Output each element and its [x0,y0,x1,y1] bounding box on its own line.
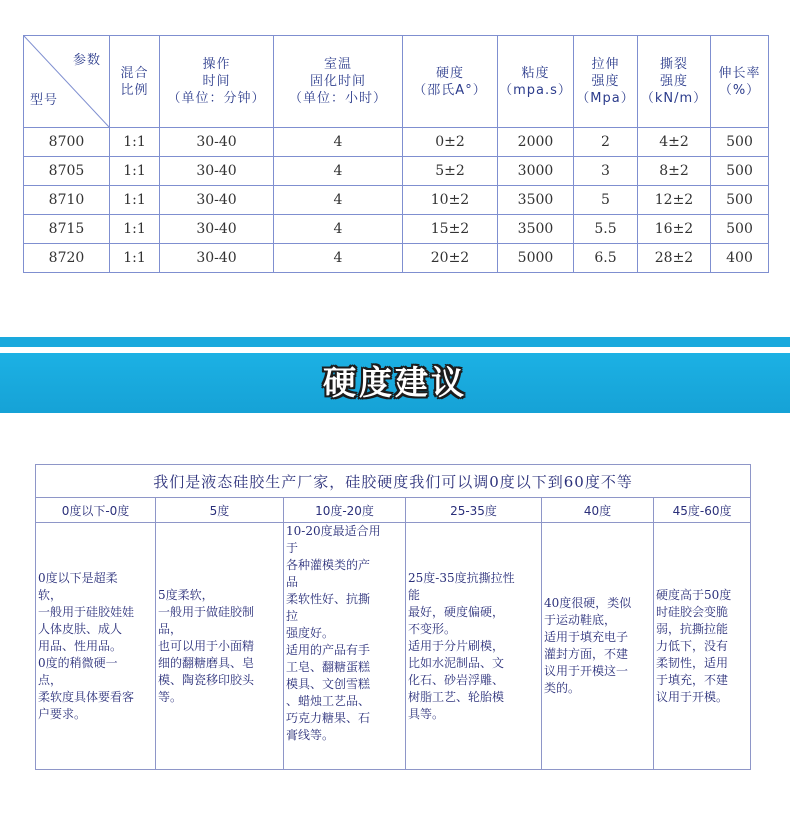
table-cell: 500 [711,186,769,215]
table-cell: 10±2 [403,186,498,215]
table-row [24,157,769,186]
table-cell: 3500 [498,215,574,244]
hardness-description: 10-20度最适合用 于 各种灌模类的产 品 柔软性好、抗撕 拉 强度好。 适用的产品有手 工皂、翻糖蛋糕 模具、文创雪糕 、蜡烛工艺品、 巧克力糖果、石 膏线等。 [284,523,406,770]
table-cell: 15±2 [403,215,498,244]
table-cell: 16±2 [638,215,711,244]
hardness-description: 硬度高于50度 时硅胶会变脆 弱，抗撕拉能 力低下，没有 柔韧性，适用 于填充，不建 议用于开模。 [654,523,751,770]
header-elongation: 伸长率 （%） [711,36,769,128]
table-cell: 5±2 [403,157,498,186]
hardness-column-header: 10度-20度 [284,498,406,523]
table-cell: 3500 [498,186,574,215]
corner-param-label: 参数 [72,53,101,68]
table-cell: 500 [711,215,769,244]
table-cell: 4 [274,157,403,186]
table-cell: 4 [274,215,403,244]
table-cell: 3 [574,157,638,186]
table-cell: 2000 [498,128,574,157]
table-cell: 30-40 [160,244,274,273]
header-work-time: 操作 时间 （单位：分钟） [160,36,274,128]
table-cell: 30-40 [160,186,274,215]
table-cell: 5.5 [574,215,638,244]
table-cell: 3000 [498,157,574,186]
header-tear-strength: 撕裂 强度 （kN/m） [638,36,711,128]
table-cell: 1:1 [110,215,160,244]
header-tensile-strength: 拉伸 强度 （Mpa） [574,36,638,128]
hardness-table [35,464,751,770]
table-cell: 1:1 [110,128,160,157]
hardness-column-header: 45度-60度 [654,498,751,523]
table-cell: 6.5 [574,244,638,273]
section-banner [0,353,790,413]
banner-title: 硬度建议 [323,363,467,402]
table-row [24,244,769,273]
table-cell: 2 [574,128,638,157]
table-cell: 500 [711,157,769,186]
table-cell: 8705 [24,157,110,186]
spec-table [23,35,769,273]
hardness-column-header: 40度 [542,498,654,523]
table-cell: 1:1 [110,244,160,273]
header-hardness: 硬度 （邵氏A°） [403,36,498,128]
corner-model-label: 型号 [30,93,59,108]
table-cell: 5 [574,186,638,215]
hardness-description: 40度很硬，类似 于运动鞋底， 适用于填充电子 灌封方面，不建 议用于开模这一 类的。 [542,523,654,770]
corner-header-cell [24,36,110,128]
hardness-column-header: 0度以下-0度 [36,498,156,523]
table-cell: 8715 [24,215,110,244]
table-cell: 4 [274,244,403,273]
table-cell: 8710 [24,186,110,215]
hardness-description: 0度以下是超柔 软， 一般用于硅胶娃娃 人体皮肤、成人 用品、性用品。 0度的稍微硬一 点， 柔软度具体要看客 户要求。 [36,523,156,770]
header-viscosity: 粘度 （mpa.s） [498,36,574,128]
hardness-table-title: 我们是液态硅胶生产厂家，硅胶硬度我们可以调0度以下到60度不等 [36,465,751,498]
table-cell: 30-40 [160,157,274,186]
diagonal-divider [24,36,109,127]
hardness-column-header: 25-35度 [406,498,542,523]
table-row [24,128,769,157]
banner-accent-stripe [0,337,790,347]
table-cell: 4 [274,128,403,157]
table-cell: 8720 [24,244,110,273]
table-cell: 12±2 [638,186,711,215]
hardness-description: 25度-35度抗撕拉性 能 最好，硬度偏硬， 不变形。 适用于分片刷模， 比如水泥制品、文 化石、砂岩浮雕、 树脂工艺、轮胎模 具等。 [406,523,542,770]
table-cell: 4±2 [638,128,711,157]
table-row [24,215,769,244]
table-cell: 0±2 [403,128,498,157]
hardness-column-header: 5度 [156,498,284,523]
table-cell: 500 [711,128,769,157]
table-cell: 1:1 [110,186,160,215]
table-cell: 1:1 [110,157,160,186]
table-cell: 20±2 [403,244,498,273]
table-cell: 30-40 [160,215,274,244]
table-cell: 28±2 [638,244,711,273]
table-row [24,186,769,215]
hardness-description: 5度柔软， 一般用于做硅胶制 品， 也可以用于小面精 细的翻糖磨具、皂 模、陶瓷移印胶头 等。 [156,523,284,770]
table-cell: 8700 [24,128,110,157]
table-cell: 4 [274,186,403,215]
table-cell: 400 [711,244,769,273]
table-cell: 8±2 [638,157,711,186]
header-cure-time: 室温 固化时间 （单位：小时） [274,36,403,128]
table-cell: 5000 [498,244,574,273]
table-cell: 30-40 [160,128,274,157]
header-mix-ratio: 混合 比例 [110,36,160,128]
